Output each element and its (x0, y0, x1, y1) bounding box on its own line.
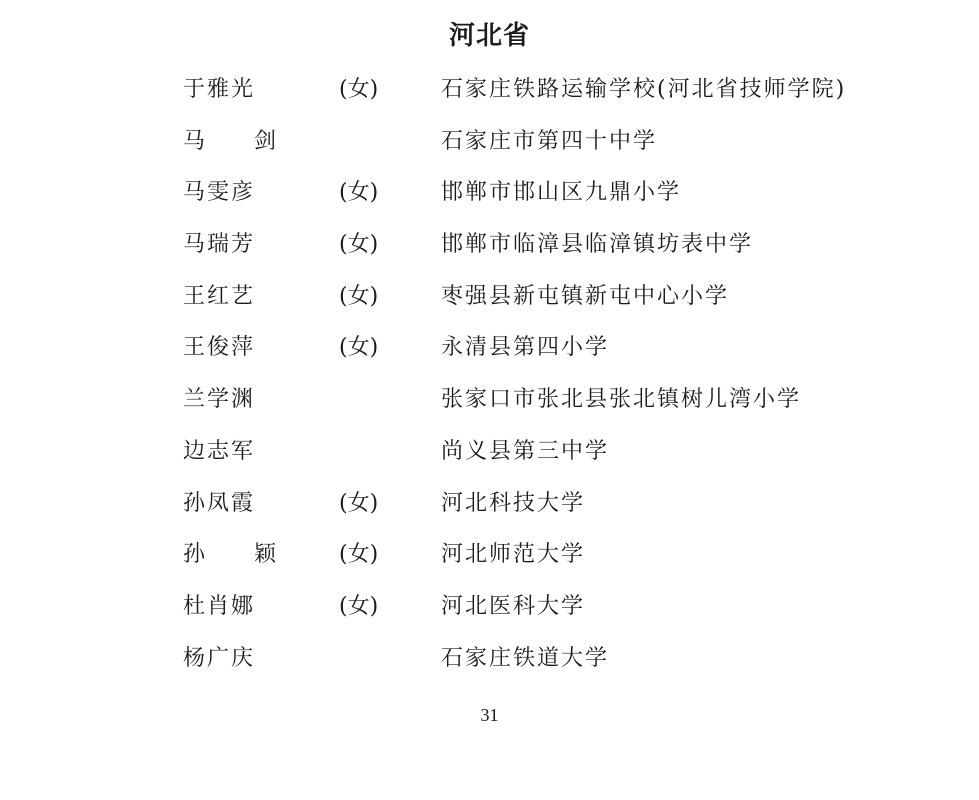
page-title: 河北省 (448, 21, 530, 51)
gender-note: (女) (339, 593, 379, 619)
person-name: 孙 颖 (183, 542, 297, 568)
gender-note: (女) (339, 490, 379, 516)
work-unit: 石家庄市第四十中学 (441, 128, 658, 154)
list-item (0, 328, 979, 380)
gender-note: (女) (339, 283, 379, 309)
list-item (0, 587, 979, 639)
list-item (0, 380, 979, 432)
work-unit: 永清县第四小学 (441, 335, 610, 361)
list-item (0, 535, 979, 587)
person-name: 王俊萍 (183, 335, 256, 361)
person-name: 孙凤霞 (183, 490, 256, 516)
person-name: 马雯彦 (183, 180, 256, 206)
work-unit: 石家庄铁路运输学校(河北省技师学院) (441, 77, 847, 102)
gender-note: (女) (339, 180, 379, 206)
work-unit: 石家庄铁道大学 (441, 645, 610, 671)
work-unit: 张家口市张北县张北镇树儿湾小学 (441, 387, 802, 413)
list-item (0, 70, 979, 122)
work-unit: 尚义县第三中学 (441, 438, 610, 464)
person-name: 杨广庆 (183, 645, 256, 671)
person-name: 王红艺 (183, 283, 256, 309)
work-unit: 河北医科大学 (441, 593, 586, 619)
list-item (0, 484, 979, 536)
gender-note: (女) (339, 232, 379, 258)
list-item (0, 173, 979, 225)
list-item (0, 639, 979, 691)
person-name: 杜肖娜 (183, 593, 256, 619)
list-item (0, 277, 979, 329)
person-name: 于雅光 (183, 77, 256, 102)
person-name: 兰学渊 (183, 387, 256, 413)
list-item (0, 225, 979, 277)
gender-note: (女) (339, 335, 379, 361)
gender-note: (女) (339, 77, 379, 102)
list-item (0, 432, 979, 484)
work-unit: 邯郸市邯山区九鼎小学 (441, 180, 682, 206)
person-name: 马 剑 (183, 128, 297, 154)
person-name: 边志军 (183, 438, 256, 464)
list-item (0, 122, 979, 174)
person-name: 马瑞芳 (183, 232, 256, 258)
work-unit: 邯郸市临漳县临漳镇坊表中学 (441, 232, 754, 258)
work-unit: 河北科技大学 (441, 490, 586, 516)
page-number: 31 (480, 705, 499, 725)
work-unit: 枣强县新屯镇新屯中心小学 (441, 283, 730, 309)
gender-note: (女) (339, 542, 379, 568)
work-unit: 河北师范大学 (441, 542, 586, 568)
roster-list (0, 70, 979, 690)
